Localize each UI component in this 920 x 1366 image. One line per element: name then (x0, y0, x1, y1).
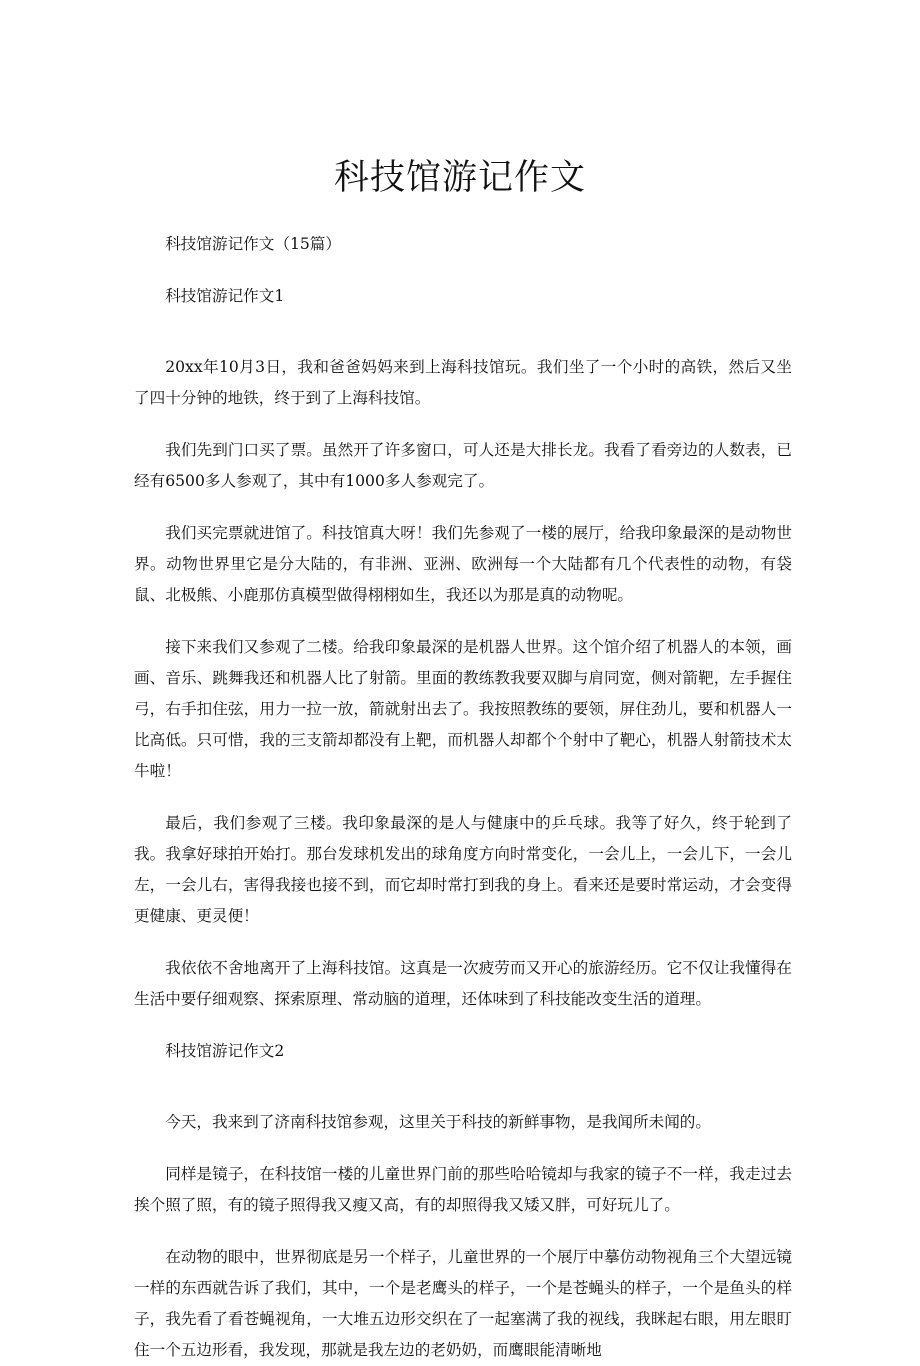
paragraph: 我依依不舍地离开了上海科技馆。这真是一次疲劳而又开心的旅游经历。它不仅让我懂得在生活中要仔细观察、探索原理、常动脑的道理，还体味到了科技能改变生活的道理。 (134, 959, 792, 1008)
paragraph: 我们买完票就进馆了。科技馆真大呀！我们先参观了一楼的展厅，给我印象最深的是动物世界。动物世界里它是分大陆的，有非洲、亚洲、欧洲每一个大陆都有几个代表性的动物，有袋鼠、北极熊、小鹿那仿真模型做得栩栩如生，我还以为那是真的动物呢。 (134, 524, 792, 604)
paragraph: 20xx年10月3日，我和爸爸妈妈来到上海科技馆玩。我们坐了一个小时的高铁，然后又坐了四十分钟的地铁，终于到了上海科技馆。 (134, 358, 792, 407)
section-heading-1: 科技馆游记作文1 (165, 287, 285, 305)
paragraph: 今天，我来到了济南科技馆参观，这里关于科技的新鲜事物，是我闻所未闻的。 (165, 1113, 711, 1131)
paragraph: 同样是镜子，在科技馆一楼的儿童世界门前的那些哈哈镜却与我家的镜子不一样，我走过去挨个照了照，有的镜子照得我又瘦又高，有的却照得我又矮又胖，可好玩儿了。 (134, 1165, 792, 1214)
paragraph: 最后，我们参观了三楼。我印象最深的是人与健康中的乒乓球。我等了好久，终于轮到了我。我拿好球拍开始打。那台发球机发出的球角度方向时常变化，一会儿上，一会儿下，一会儿左，一会儿右，害得我接也接不到，而它却时常打到我的身上。看来还是要时常运动，才会变得更健康、更灵便！ (134, 814, 792, 925)
paragraph: 我们先到门口买了票。虽然开了许多窗口，可人还是大排长龙。我看了看旁边的人数表，已经有6500多人参观了，其中有1000多人参观完了。 (134, 441, 792, 490)
section-heading-2: 科技馆游记作文2 (165, 1042, 285, 1060)
document-title: 科技馆游记作文 (333, 158, 586, 198)
paragraph: 在动物的眼中，世界彻底是另一个样子，儿童世界的一个展厅中摹仿动物视角三个大望远镜一样的东西就告诉了我们，其中，一个是老鹰头的样子，一个是苍蝇头的样子，一个是鱼头的样子，我先看了看苍蝇视角，一大堆五边形交织在了一起塞满了我的视线，我眯起右眼，用左眼盯住一个五边形看，我发现，那就是我左边的老奶奶，而鹰眼能清晰地 (134, 1248, 792, 1359)
paragraph: 接下来我们又参观了二楼。给我印象最深的是机器人世界。这个馆介绍了机器人的本领，画画、音乐、跳舞我还和机器人比了射箭。里面的教练教我要双脚与肩同宽，侧对箭靶，左手握住弓，右手扣住弦，用力一拉一放，箭就射出去了。我按照教练的要领，屏住劲儿，要和机器人一比高低。只可惜，我的三支箭却都没有上靶，而机器人却都个个射中了靶心，机器人射箭技术太牛啦！ (134, 638, 792, 780)
document-body (134, 229, 792, 1366)
collection-heading: 科技馆游记作文（15篇） (165, 235, 341, 253)
